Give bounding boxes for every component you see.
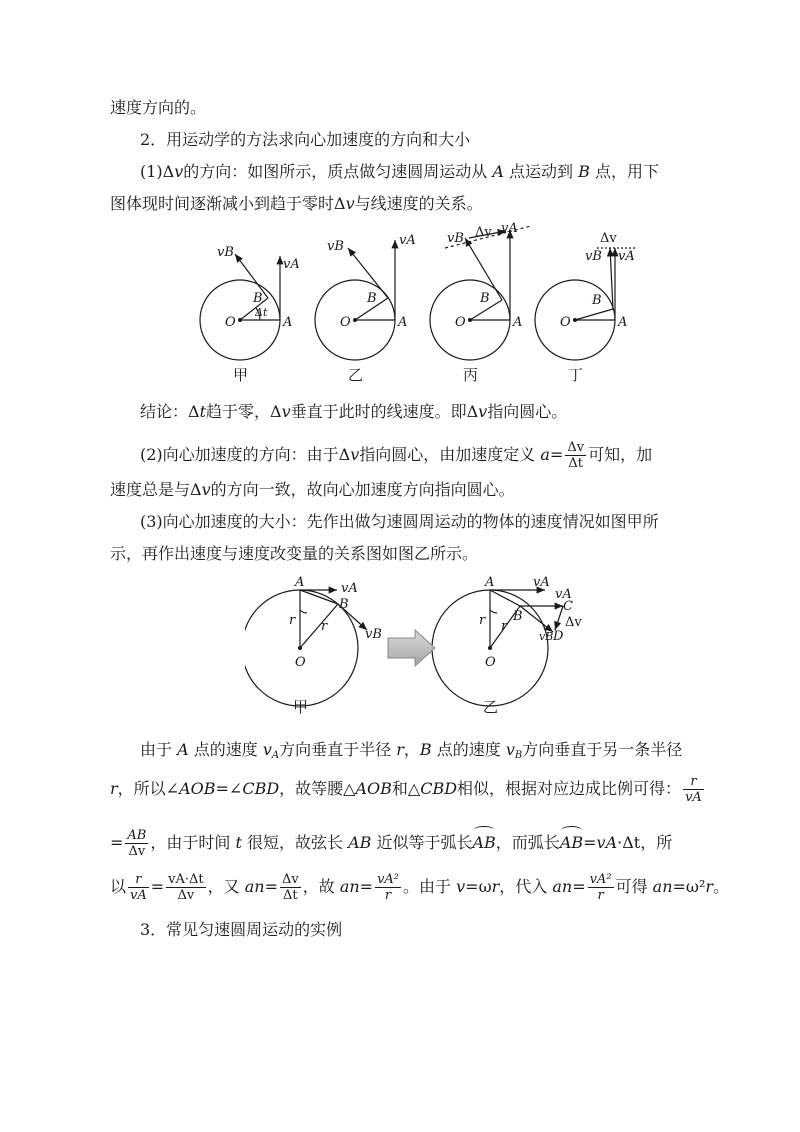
fraction: $\frac{\text{vA²}}{r}$ xyxy=(589,872,612,903)
label-B: B xyxy=(513,609,523,624)
label-vA: vA xyxy=(618,249,635,264)
label-O: O xyxy=(225,315,236,330)
figure-centripetal xyxy=(245,570,605,720)
caption-jia: 甲 xyxy=(293,698,309,716)
label-O: O xyxy=(340,315,351,330)
label-B: B xyxy=(367,291,377,306)
label-vA: vA xyxy=(341,581,358,596)
fraction-dv-dt: $\frac{\Delta v}{\Delta t}$ xyxy=(567,440,585,471)
label-vA: vA xyxy=(533,575,550,590)
label-vB: vB xyxy=(447,231,464,246)
label-r: r xyxy=(479,613,486,628)
label-B: B xyxy=(592,293,602,308)
label-A: A xyxy=(283,315,293,330)
text-line: (3)向心加速度的大小：先作出做匀速圆周运动的物体的速度情况如图甲所 xyxy=(140,512,659,531)
text-line: 图体现时间逐渐减小到趋于零时Δv与线速度的关系。 xyxy=(110,194,483,213)
section-heading: 2．用运动学的方法求向心加速度的方向和大小 xyxy=(140,130,471,149)
text-line: (1)Δv的方向：如图所示，质点做匀速圆周运动从 A 点运动到 B 点，用下 xyxy=(140,162,659,181)
label-vB: vB xyxy=(585,249,602,264)
label-dv: Δv xyxy=(600,231,617,246)
label-r: r xyxy=(501,619,508,634)
label-dv: Δv xyxy=(565,615,582,630)
caption-yi: 乙 xyxy=(483,698,499,716)
figure-velocity-change xyxy=(195,218,675,390)
text-line: 速度总是与Δv的方向一致，故向心加速度方向指向圆心。 xyxy=(110,480,515,499)
label-B: B xyxy=(339,597,349,612)
fraction: $\frac{\text{vA²}}{r}$ xyxy=(377,872,400,903)
caption-ding: 丁 xyxy=(568,366,584,384)
caption-yi: 乙 xyxy=(348,366,364,384)
text-line: r，所以∠AOB=∠CBD，故等腰△AOB和△CBD相似，根据对应边成比例可得： $\frac{r}{vA}$ xyxy=(110,774,702,805)
label-vA: vA xyxy=(555,587,572,602)
label-vB: vB xyxy=(365,627,382,642)
label-vA: vA xyxy=(283,257,300,272)
label-r: r xyxy=(289,613,296,628)
label-B: B xyxy=(480,291,490,306)
label-r: r xyxy=(321,619,328,634)
label-vA: vA xyxy=(501,221,518,236)
arc-AB: AB xyxy=(472,831,495,855)
transition-arrow xyxy=(388,630,435,666)
label-A: A xyxy=(485,575,495,590)
label-vB: vB xyxy=(217,245,234,260)
fraction-AB-dv: $\frac{AB}{\Delta v}$ xyxy=(127,828,147,859)
label-B: B xyxy=(253,291,263,306)
label-D: D xyxy=(553,629,564,644)
arc-AB: AB xyxy=(560,831,583,855)
text-line: 由于 A 点的速度 $v_A$方向垂直于半径 r，B 点的速度 $v_B$方向垂直于另一条半径 xyxy=(140,740,683,761)
label-vA: vA xyxy=(399,233,416,248)
fraction-r-vA: $\frac{r}{vA}$ xyxy=(685,774,702,805)
label-C: C xyxy=(563,599,573,614)
text-line: (2)向心加速度的方向：由于Δv指向圆心，由加速度定义 a= $\frac{\Delta v}{\Delta t}$ 可知，加 xyxy=(140,440,653,471)
label-O: O xyxy=(485,655,496,670)
label-A: A xyxy=(618,315,628,330)
caption-bing: 丙 xyxy=(463,366,479,384)
label-vB: vB xyxy=(327,239,344,254)
fraction: $\frac{\Delta v}{\Delta t}$ xyxy=(281,872,299,903)
section-heading: 3．常见匀速圆周运动的实例 xyxy=(140,920,343,939)
label-O: O xyxy=(560,315,571,330)
label-dt: Δt xyxy=(255,306,268,319)
figure-centripetal-svg xyxy=(245,570,605,720)
text-line: 速度方向的。 xyxy=(110,98,207,117)
label-vB: vB xyxy=(539,630,554,643)
label-O: O xyxy=(295,655,306,670)
text-line: 以 $\frac{r}{vA}$ = $\frac{vA\cdot\Delta t}{\Delta v}$ ，又 an= $\frac{\Delta v}{\Delta t}$ ，故 an= $\frac{\text{vA²}}{r}$ 。由于 v=ωr，代入 an= $\frac{\text{vA²}}{r}$ 可得 an=ω²r。 xyxy=(110,872,730,903)
text-line: = $\frac{AB}{\Delta v}$ ，由于时间 t 很短，故弦长 AB 近似等于弧长AB，而弧长AB=vA·Δt，所 xyxy=(110,828,673,859)
label-O: O xyxy=(455,315,466,330)
fraction: $\frac{r}{vA}$ xyxy=(130,872,147,903)
label-A: A xyxy=(398,315,408,330)
label-A: A xyxy=(295,575,305,590)
label-dv: Δv xyxy=(475,225,492,240)
label-A: A xyxy=(513,315,523,330)
text-line: 示，再作出速度与速度改变量的关系图如图乙所示。 xyxy=(110,544,479,563)
figure-velocity-change-svg xyxy=(195,218,675,390)
caption-jia: 甲 xyxy=(233,366,249,384)
fraction: $\frac{vA\cdot\Delta t}{\Delta v}$ xyxy=(168,872,204,903)
conclusion-line: 结论：Δt趋于零，Δv垂直于此时的线速度。即Δv指向圆心。 xyxy=(140,402,568,421)
